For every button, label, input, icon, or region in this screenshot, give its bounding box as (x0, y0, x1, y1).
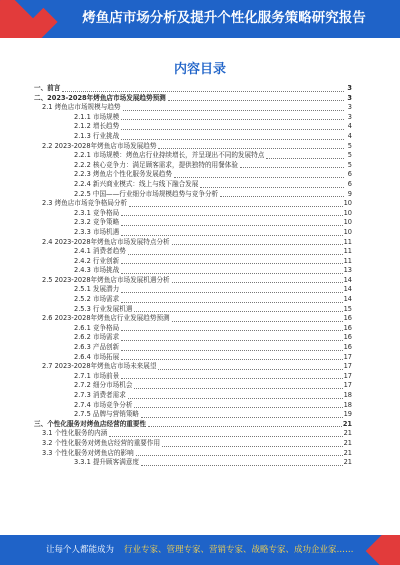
toc-entry[interactable] (34, 391, 352, 401)
toc-entry[interactable] (34, 113, 352, 123)
toc-leader-dots (172, 239, 343, 245)
toc-entry-page: 17 (343, 381, 352, 390)
toc-leader-dots (121, 297, 342, 303)
toc-entry-title: 2.2.1 市场规模：烤鱼店行业持续增长，并呈现出不同的发展特点 (74, 151, 265, 160)
toc-entry-title: 2.5 2023-2028年烤鱼店市场发展机遇分析 (42, 275, 170, 284)
toc-entry-page: 16 (343, 343, 352, 352)
toc-entry-page: 5 (347, 151, 352, 160)
toc-leader-dots (141, 460, 343, 466)
toc-entry-page: 16 (343, 314, 352, 323)
toc-entry[interactable] (34, 343, 352, 353)
footer-slogan-text: 让每个人都能成为 (46, 545, 115, 555)
toc-entry-title: 2.1.2 增长趋势 (74, 122, 120, 131)
footer-slogan (46, 535, 354, 565)
toc-entry[interactable] (34, 285, 352, 295)
toc-leader-dots (109, 431, 342, 437)
toc-entry-title: 2.2.3 烤鱼店个性化服务发展趋势 (74, 170, 172, 179)
toc-leader-dots (172, 277, 343, 283)
toc-entry-title: 2.6.1 竞争格局 (74, 323, 120, 332)
toc-entry-page: 21 (343, 458, 352, 467)
toc-entry-title: 2.7.1 市场前景 (74, 371, 120, 380)
toc-entry-title: 2.5.3 行业发展机遇 (74, 304, 133, 313)
toc-leader-dots (121, 354, 342, 360)
toc-entry[interactable] (34, 401, 352, 411)
toc-entry-title: 2.1.1 市场规模 (74, 112, 120, 121)
toc-entry[interactable] (34, 161, 352, 171)
toc-leader-dots (134, 383, 342, 389)
toc-leader-dots (128, 249, 343, 255)
toc-entry-title: 2.3.3 市场机遇 (74, 227, 120, 236)
toc-entry-page: 14 (343, 295, 352, 304)
toc-leader-dots (174, 172, 344, 178)
toc-entry[interactable] (34, 353, 352, 363)
toc-entry-title: 3.3.1 提升顾客满意度 (74, 458, 140, 467)
toc-entry-page: 6 (347, 179, 352, 188)
toc-entry[interactable] (34, 420, 352, 430)
toc-leader-dots (121, 258, 342, 264)
toc-entry-page: 18 (343, 400, 352, 409)
toc-entry-title: 2.7.4 市场竞争分析 (74, 400, 133, 409)
toc-entry-title: 2.1 烤鱼店市场规模与趋势 (42, 103, 121, 112)
toc-entry-page: 3 (347, 103, 352, 112)
toc-leader-dots (121, 134, 344, 140)
toc-entry[interactable] (34, 458, 352, 468)
toc-leader-dots (121, 210, 342, 216)
toc-leader-dots (168, 95, 344, 101)
toc-leader-dots (162, 441, 343, 447)
toc-entry-page: 21 (342, 419, 352, 428)
toc-entry[interactable] (34, 247, 352, 257)
toc-entry-page: 21 (343, 429, 352, 438)
toc-leader-dots (121, 345, 342, 351)
toc-entry-title: 2.4.3 市场挑战 (74, 266, 120, 275)
toc-entry-title: 2.7 2023-2028年烤鱼店市场未来展望 (42, 362, 157, 371)
toc-leader-dots (266, 153, 344, 159)
toc-leader-dots (121, 335, 342, 341)
toc-leader-dots (128, 393, 343, 399)
toc-entry[interactable] (34, 190, 352, 200)
toc-entry-title: 2.2 2023-2028年烤鱼店市场发展趋势 (42, 141, 157, 150)
toc-entry[interactable] (34, 151, 352, 161)
toc-entry[interactable] (34, 209, 352, 219)
toc-leader-dots (121, 220, 342, 226)
toc-entry[interactable] (34, 372, 352, 382)
toc-leader-dots (220, 191, 344, 197)
toc-entry-page: 21 (343, 438, 352, 447)
toc-entry[interactable] (34, 381, 352, 391)
toc-leader-dots (123, 105, 344, 111)
toc-entry[interactable] (34, 362, 352, 372)
toc-entry[interactable] (34, 84, 352, 94)
toc-entry-page: 3 (347, 112, 352, 121)
toc-leader-dots (240, 162, 344, 168)
toc-entry-page: 5 (347, 141, 352, 150)
toc-entry[interactable] (34, 439, 352, 449)
toc-entry-title: 2.7.3 消费者需求 (74, 391, 126, 399)
toc-entry[interactable] (34, 142, 352, 152)
toc-entry-page: 17 (343, 362, 352, 371)
toc-entry-title: 2.1.3 行业挑战 (74, 131, 120, 140)
toc-entry-title: 2.5.1 发展潜力 (74, 285, 120, 294)
toc-leader-dots (121, 268, 342, 274)
toc-entry-page: 14 (343, 285, 352, 294)
toc-entry-title: 2.6.3 产品创新 (74, 343, 120, 352)
toc-entry-page: 16 (343, 323, 352, 332)
toc-entry[interactable] (34, 199, 352, 209)
toc-leader-dots (62, 86, 344, 92)
toc-entry-page: 17 (343, 371, 352, 380)
toc-entry-page: 16 (343, 333, 352, 342)
toc-entry-title: 2.2.5 中国——行业细分市场规模趋势与竞争分析 (74, 189, 219, 198)
toc-entry-page: 4 (347, 122, 352, 131)
toc-leader-dots (134, 402, 342, 408)
toc-leader-dots (129, 201, 342, 207)
toc-leader-dots (141, 412, 343, 418)
footer-roles-text: 行业专家、管理专家、营销专家、战略专家、成功企业家…… (124, 545, 354, 555)
toc-entry[interactable] (34, 218, 352, 228)
toc-entry[interactable] (34, 314, 352, 324)
toc-entry-title: 2.7.2 细分市场机会 (74, 381, 133, 390)
toc-leader-dots (158, 364, 342, 370)
toc-entry[interactable] (34, 333, 352, 343)
toc-entry-title: 3.3 个性化服务对烤鱼店的影响 (42, 448, 134, 457)
toc-entry-page: 11 (343, 237, 352, 246)
toc-entry-title: 二、2023-2028年烤鱼店市场发展趋势预测 (34, 93, 166, 102)
toc-entry-page: 10 (343, 218, 352, 227)
toc-leader-dots (121, 124, 344, 130)
toc-entry-page: 19 (343, 410, 352, 419)
toc-entry-title: 2.4.1 消费者趋势 (74, 247, 126, 256)
toc-entry-page: 4 (347, 131, 352, 140)
toc-entry-page: 15 (343, 304, 352, 313)
toc-leader-dots (121, 287, 342, 293)
toc-entry-title: 2.4 2023-2028年烤鱼店市场发展特点分析 (42, 237, 170, 246)
toc-entry-title: 2.3 烤鱼店市场竞争格局分析 (42, 199, 128, 208)
toc-leader-dots (148, 421, 342, 427)
toc-entry-title: 2.3.2 竞争策略 (74, 218, 120, 227)
toc-leader-dots (200, 182, 344, 188)
toc-entry-page: 5 (347, 160, 352, 169)
toc-leader-dots (121, 373, 342, 379)
toc-entry-title: 2.6.4 市场拓展 (74, 352, 120, 361)
toc-entry-page: 6 (347, 170, 352, 179)
toc-entry-page: 11 (343, 256, 352, 265)
toc-entry[interactable] (34, 238, 352, 248)
toc-entry[interactable] (34, 429, 352, 439)
toc-entry-title: 2.6 2023-2028年烤鱼店行业发展趋势预测 (42, 314, 170, 323)
toc-entry-title: 3.1 个性化服务的内涵 (42, 429, 108, 438)
toc-entry-page: 3 (347, 84, 352, 92)
toc-entry[interactable] (34, 180, 352, 190)
toc-entry-page: 21 (343, 448, 352, 457)
toc-entry[interactable] (34, 257, 352, 267)
toc-entry[interactable] (34, 132, 352, 142)
toc-entry-page: 11 (343, 247, 352, 256)
toc-entry[interactable] (34, 305, 352, 315)
footer-band (0, 535, 400, 565)
toc-entry[interactable] (34, 170, 352, 180)
toc-entry[interactable] (34, 94, 352, 104)
toc-entry-title: 一、前言 (34, 84, 61, 92)
toc-leader-dots (158, 143, 344, 149)
report-title: 烤鱼店市场分析及提升个性化服务策略研究报告 (82, 10, 366, 26)
toc-leader-dots (121, 114, 344, 120)
toc-entry-page: 18 (343, 391, 352, 399)
toc-heading: 内容目录 (173, 62, 226, 77)
toc-entry-title: 2.4.2 行业创新 (74, 256, 120, 265)
toc-entry[interactable] (34, 449, 352, 459)
toc-entry[interactable] (34, 228, 352, 238)
toc-entry-page: 3 (347, 93, 352, 102)
toc-entry-page: 10 (343, 208, 352, 217)
toc-entry-title: 2.5.2 市场需求 (74, 295, 120, 304)
toc-entry-page: 14 (343, 275, 352, 284)
toc-leader-dots (136, 450, 343, 456)
toc-entry-title: 2.6.2 市场需求 (74, 333, 120, 342)
footer-red-accent (366, 535, 400, 565)
toc-entry-title: 2.2.4 新兴商业模式：线上与线下融合发展 (74, 179, 199, 188)
toc-entry-title: 三、个性化服务对烤鱼店经营的重要性 (34, 419, 147, 428)
toc-entry-title: 3.2 个性化服务对烤鱼店经营的重要作用 (42, 438, 161, 447)
toc-leader-dots (172, 316, 343, 322)
toc-entry-page: 10 (343, 199, 352, 208)
toc-entry[interactable] (34, 410, 352, 420)
toc-leader-dots (121, 230, 342, 236)
toc-entry-title: 2.2.2 核心竞争力：满足顾客需求，提供独特的用餐体验 (74, 160, 238, 169)
toc-entry[interactable] (34, 266, 352, 276)
header-band (0, 0, 400, 38)
toc-entry-page: 13 (343, 266, 352, 275)
toc-leader-dots (121, 325, 342, 331)
toc-entry-page: 17 (343, 352, 352, 361)
toc-entry-page: 9 (347, 189, 352, 198)
toc-leader-dots (134, 306, 342, 312)
toc-entry-title: 2.7.5 品牌与营销策略 (74, 410, 140, 419)
toc-entry-page: 10 (343, 227, 352, 236)
table-of-contents (34, 84, 352, 468)
toc-entry[interactable] (34, 295, 352, 305)
toc-entry-title: 2.3.1 竞争格局 (74, 208, 120, 217)
toc-entry[interactable] (34, 122, 352, 132)
toc-entry[interactable] (34, 324, 352, 334)
toc-entry[interactable] (34, 103, 352, 113)
